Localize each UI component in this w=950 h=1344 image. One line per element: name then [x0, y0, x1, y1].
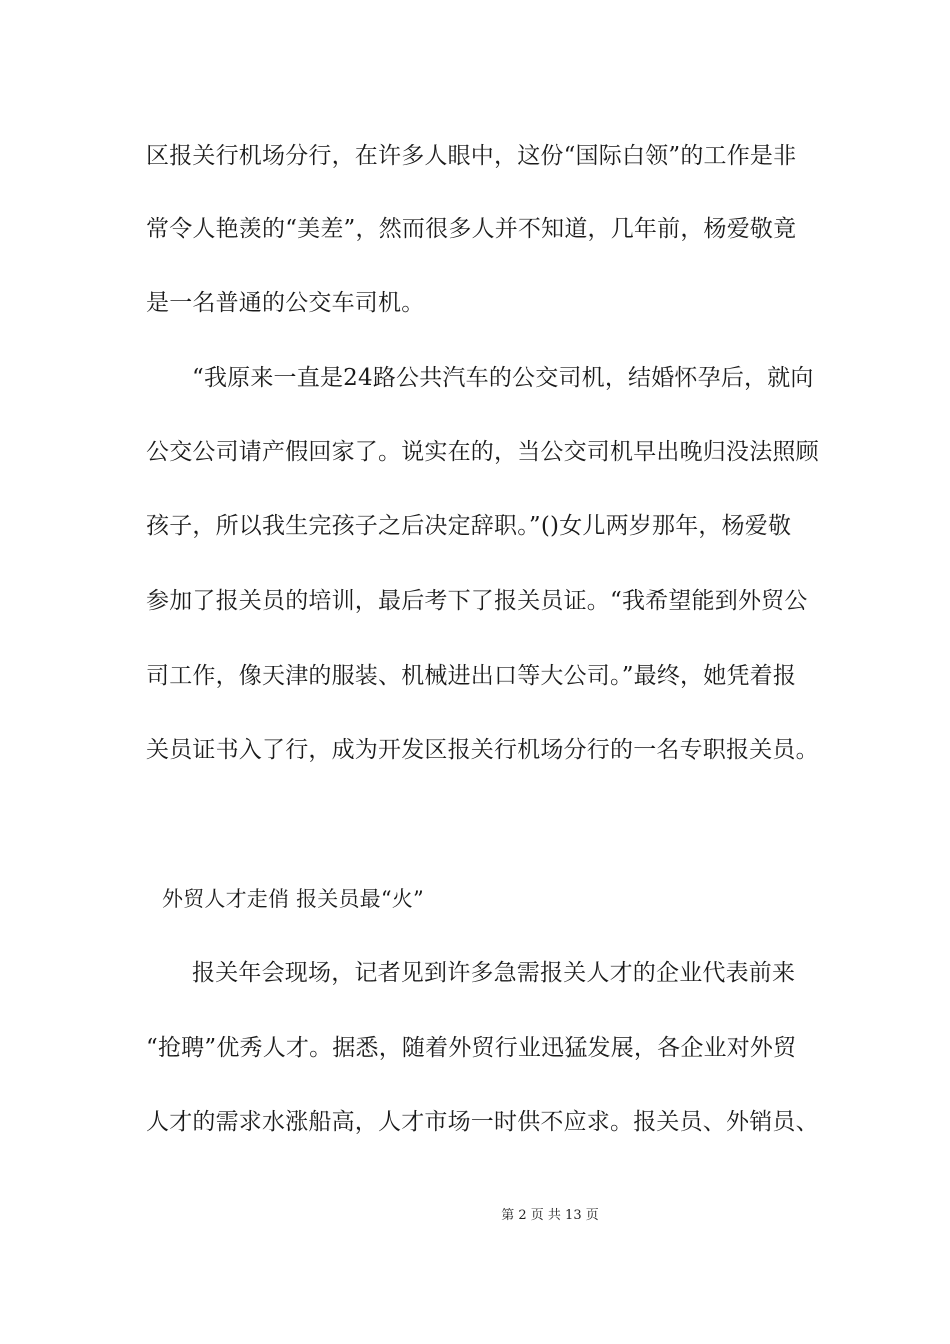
paragraph-2-line-4: 参加了报关员的培训，最后考下了报关员证。“我希望能到外贸公	[146, 588, 808, 614]
paragraph-2-line-1: “我原来一直是24路公共汽车的公交司机，结婚怀孕后，就向	[192, 365, 814, 391]
section-subheading: 外贸人才走俏 报关员最“火”	[162, 887, 424, 911]
paragraph-3-line-2: “抢聘”优秀人才。据悉，随着外贸行业迅猛发展，各企业对外贸	[146, 1035, 797, 1061]
paragraph-3-line-1: 报关年会现场，记者见到许多急需报关人才的企业代表前来	[192, 960, 796, 986]
paragraph-2-line-2: 公交公司请产假回家了。说实在的，当公交司机早出晚归没法照顾	[146, 439, 819, 465]
paragraph-1-line-3: 是一名普通的公交车司机。	[146, 290, 425, 316]
paragraph-3-line-3: 人才的需求水涨船高，人才市场一时供不应求。报关员、外销员、	[146, 1109, 819, 1135]
paragraph-2-line-3: 孩子，所以我生完孩子之后决定辞职。”()女儿两岁那年，杨爱敬	[146, 513, 792, 539]
page-number-footer: 第 2 页 共 13 页	[501, 1208, 599, 1223]
paragraph-2-line-5: 司工作，像天津的服装、机械进出口等大公司。”最终，她凭着报	[146, 663, 797, 689]
paragraph-2-line-6: 关员证书入了行，成为开发区报关行机场分行的一名专职报关员。	[146, 737, 819, 763]
paragraph-1-line-2: 常令人艳羡的“美差”，然而很多人并不知道，几年前，杨爱敬竟	[146, 216, 797, 242]
paragraph-1-line-1: 区报关行机场分行，在许多人眼中，这份“国际白领”的工作是非	[146, 143, 797, 169]
